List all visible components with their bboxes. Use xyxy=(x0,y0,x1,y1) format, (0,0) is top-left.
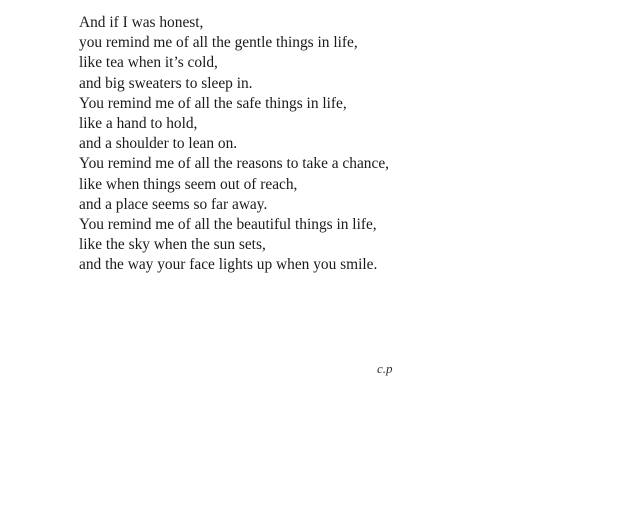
poem-line: like the sky when the sun sets, xyxy=(79,236,266,254)
poem-line: You remind me of all the beautiful things in life, xyxy=(79,216,377,234)
poem-line: And if I was honest, xyxy=(79,14,204,31)
poem-line: like when things seem out of reach, xyxy=(79,175,298,193)
poem-line: like tea when it’s cold, xyxy=(79,54,218,72)
poem-line: You remind me of all the safe things in life, xyxy=(79,94,347,112)
poem-line: and a place seems so far away. xyxy=(79,195,268,213)
poem-line: and big sweaters to sleep in. xyxy=(79,74,253,92)
poem-line: you remind me of all the gentle things in life, xyxy=(79,34,358,52)
poem-line: and the way your face lights up when you smile. xyxy=(79,256,378,274)
poem-line: You remind me of all the reasons to take a chance, xyxy=(79,155,389,173)
author-signature: c.p xyxy=(377,361,393,376)
poem-line: and a shoulder to lean on. xyxy=(79,135,238,153)
poem-text xyxy=(79,13,389,276)
poem-line: like a hand to hold, xyxy=(79,115,198,133)
